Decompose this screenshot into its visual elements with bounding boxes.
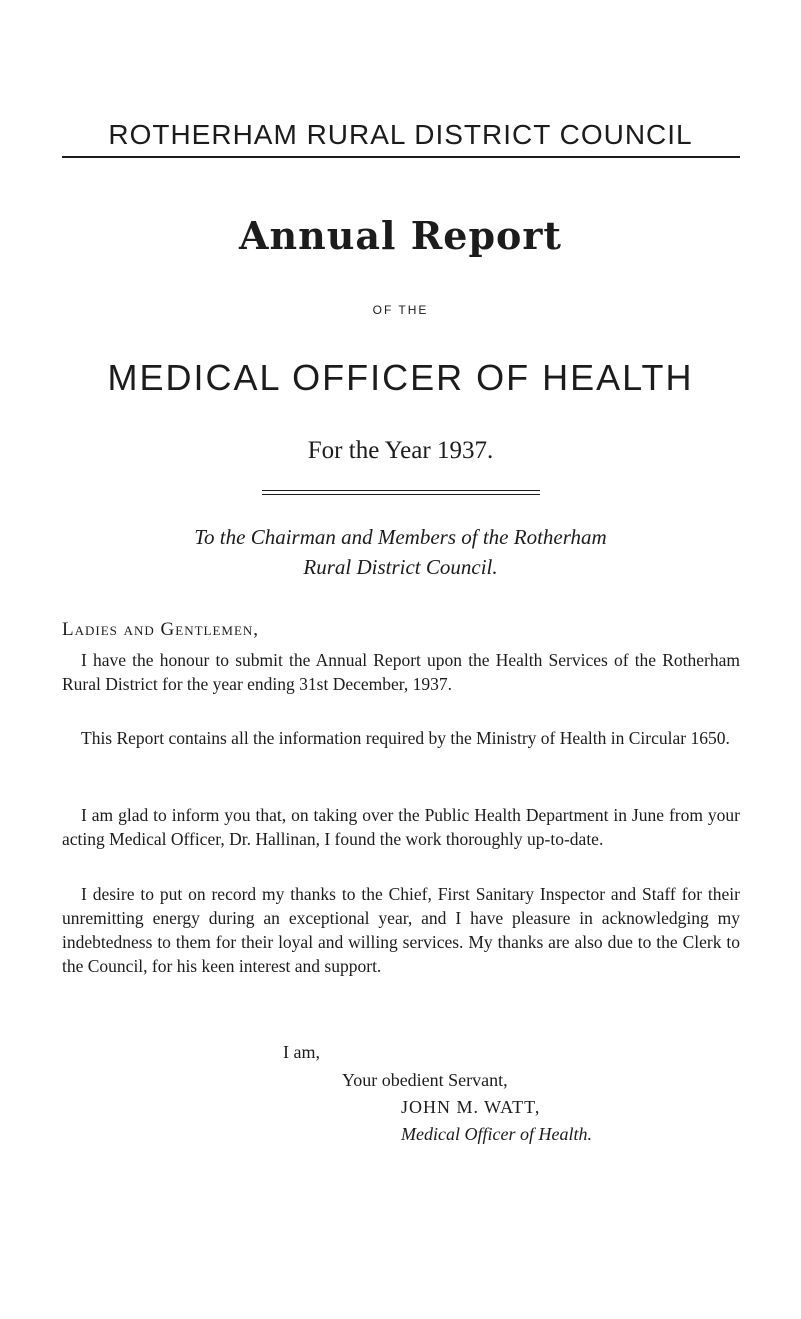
closing-i-am: I am,	[283, 1042, 320, 1062]
address-block	[0, 522, 801, 582]
report-title: Annual Report	[239, 213, 562, 258]
report-year: For the Year 1937.	[307, 437, 494, 464]
of-the-label: OF THE	[372, 303, 429, 317]
officer-title: MEDICAL OFFICER OF HEALTH	[107, 357, 694, 398]
closing-servant: Your obedient Servant,	[342, 1070, 508, 1090]
paragraph-submission: I have the honour to submit the Annual Report upon the Health Services of the Rotherham Rural District for the year ending 31st December, 1937.	[62, 650, 740, 694]
paragraph-contents: This Report contains all the information required by the Ministry of Health in Circular 1650.	[81, 728, 730, 748]
paragraph-handover: I am glad to inform you that, on taking over the Public Health Department in June from your acting Medical Officer, Dr. Hallinan, I found the work thoroughly up-to-date.	[62, 805, 740, 849]
council-heading: ROTHERHAM RURAL DISTRICT COUNCIL	[108, 119, 693, 150]
address-line-1: To the Chairman and Members of the Rotherham	[194, 525, 607, 549]
double-divider	[262, 490, 540, 495]
address-line-2: Rural District Council.	[303, 555, 498, 579]
signatory-name: JOHN M. WATT,	[401, 1097, 541, 1117]
paragraph-thanks: I desire to put on record my thanks to the Chief, First Sanitary Inspector and Staff for their unremitting energy during an exceptional year, and I have pleasure in acknowledging my indebtedness to them for their loyal and willing services. My thanks are also due to the Clerk to the Council, for his keen interest and support.	[62, 884, 740, 976]
signatory-position: Medical Officer of Health.	[401, 1124, 592, 1144]
heading-underline	[62, 156, 740, 158]
salutation: Ladies and Gentlemen,	[62, 619, 260, 640]
